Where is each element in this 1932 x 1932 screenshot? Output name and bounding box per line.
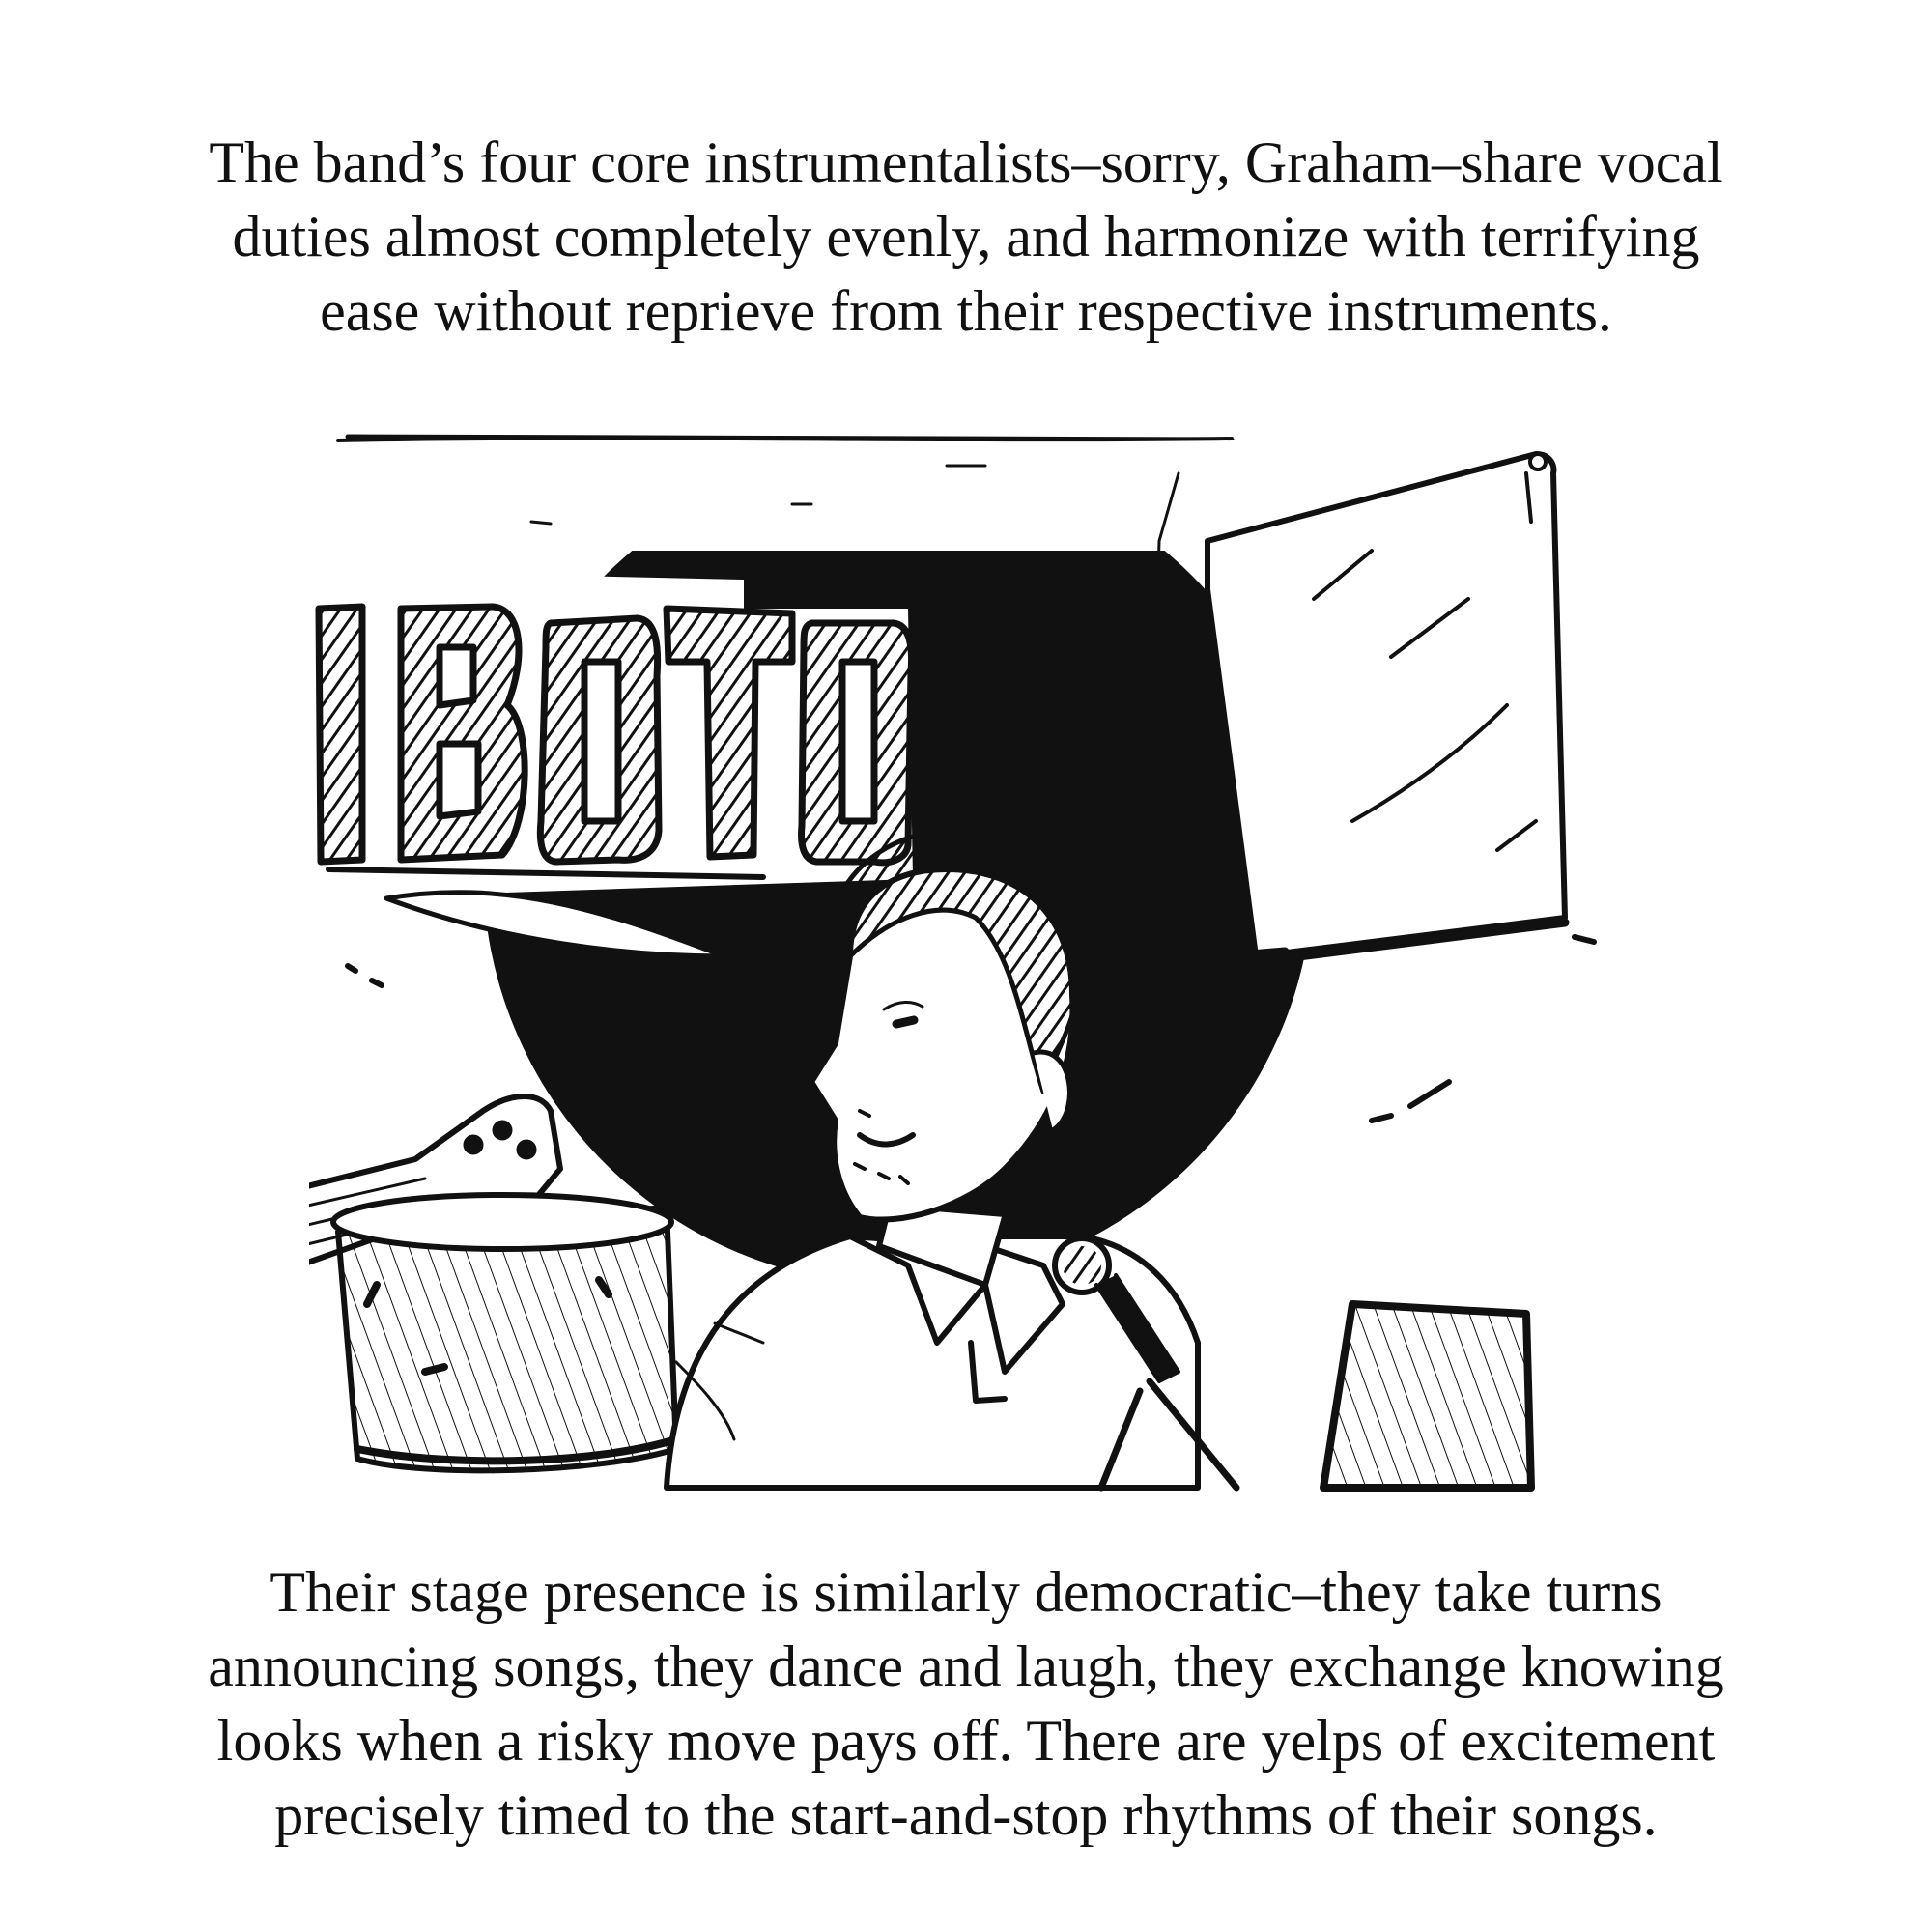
bottom-caption-line: Their stage presence is similarly democratic–they take turns bbox=[270, 1560, 1662, 1624]
lettered-banner bbox=[309, 570, 913, 898]
top-banner bbox=[328, 437, 1236, 551]
top-caption bbox=[0, 126, 1932, 349]
amplifier bbox=[1323, 1304, 1531, 1488]
hanging-cloth bbox=[1208, 454, 1565, 961]
bottom-caption bbox=[0, 1555, 1932, 1853]
bottom-caption-line: announcing songs, they dance and laugh, they exchange knowing bbox=[208, 1634, 1724, 1698]
ink-illustration bbox=[309, 415, 1642, 1497]
top-caption-line: ease without reprieve from their respective instruments. bbox=[320, 279, 1612, 343]
bottom-caption-line: looks when a risky move pays off. There are yelps of excitement bbox=[216, 1709, 1716, 1773]
bottom-caption-line: precisely timed to the start-and-stop rhythms of their songs. bbox=[274, 1783, 1658, 1847]
top-caption-line: The band’s four core instrumentalists–sorry, Graham–share vocal bbox=[209, 130, 1723, 194]
top-caption-line: duties almost completely evenly, and harmonize with terrifying bbox=[232, 205, 1700, 269]
snare-drum bbox=[333, 1195, 676, 1470]
banner-lettering bbox=[319, 607, 912, 863]
